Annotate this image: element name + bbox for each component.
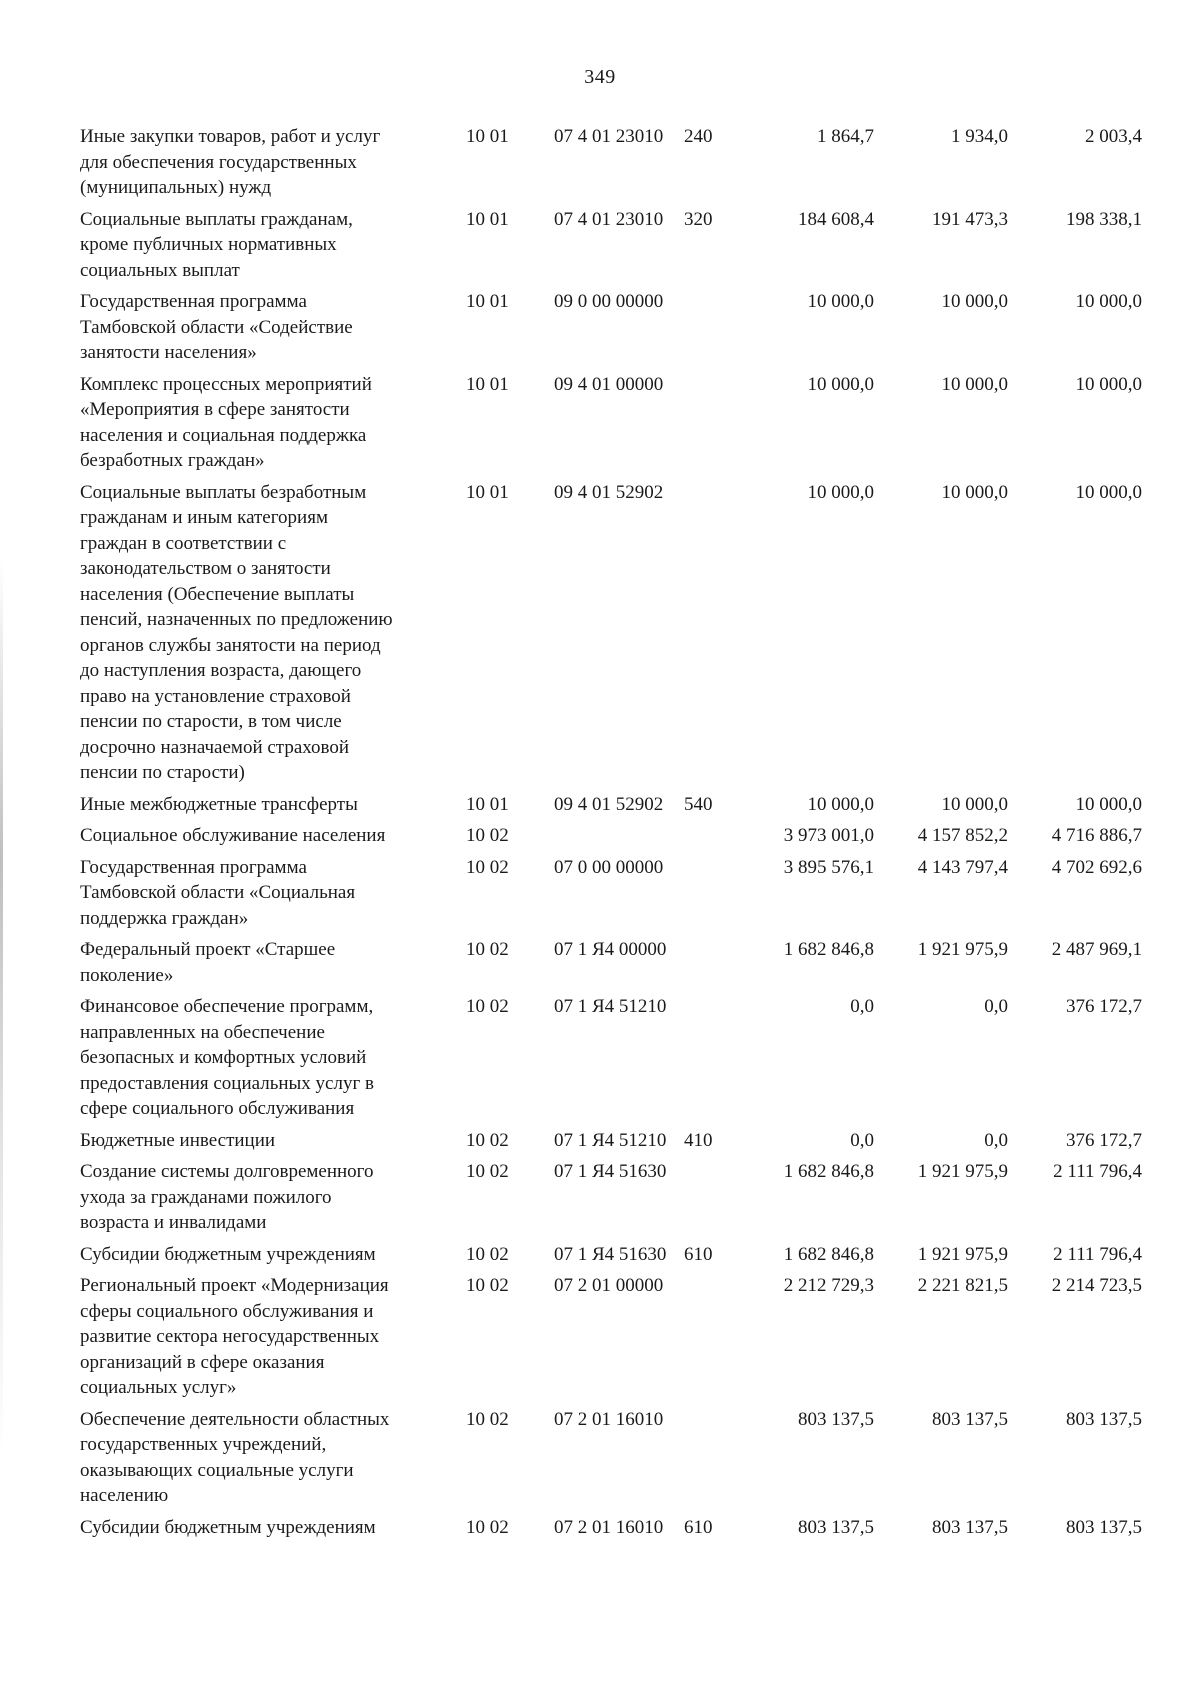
row-target-code: 09 0 00 00000 xyxy=(554,291,664,312)
table-row xyxy=(80,937,1166,988)
row-section-code: 10 01 xyxy=(466,126,509,147)
table-row xyxy=(80,792,1166,818)
row-value-year3: 198 338,1 xyxy=(1066,208,1142,230)
row-value-year2: 0,0 xyxy=(984,996,1008,1017)
row-name: Региональный проект «Модернизация сферы социального обслуживания и развитие сектора негосударственных организаций в сфере оказания социальных услуг» xyxy=(80,1275,389,1398)
row-value-year1: 0,0 xyxy=(850,996,874,1017)
row-value-year2: 1 934,0 xyxy=(951,126,1008,147)
row-section-code: 10 02 xyxy=(466,856,509,878)
row-section-code: 10 02 xyxy=(466,1129,509,1151)
row-expense-type: 610 xyxy=(684,1243,713,1265)
budget-table xyxy=(80,124,1166,1546)
row-name: Субсидии бюджетным учреждениям xyxy=(80,1243,376,1265)
row-value-year1: 184 608,4 xyxy=(798,208,874,230)
row-value-year3: 4 716 886,7 xyxy=(1051,825,1142,846)
row-name: Социальное обслуживание населения xyxy=(80,825,386,846)
row-value-year1: 10 000,0 xyxy=(807,291,874,312)
row-name: Создание системы долговременного ухода за гражданами пожилого возраста и инвалидами xyxy=(80,1161,374,1233)
row-name: Обеспечение деятельности областных государственных учреждений, оказывающих социальные услуги населению xyxy=(80,1408,390,1506)
row-value-year2: 4 157 852,2 xyxy=(917,825,1008,846)
row-target-code: 09 4 01 52902 xyxy=(554,481,664,503)
row-value-year2: 1 921 975,9 xyxy=(917,1243,1008,1265)
row-expense-type: 610 xyxy=(684,1516,713,1538)
row-expense-type: 320 xyxy=(684,208,713,230)
row-value-year3: 376 172,7 xyxy=(1066,1129,1142,1151)
row-value-year3: 2 487 969,1 xyxy=(1051,939,1142,960)
table-row xyxy=(80,124,1166,201)
row-section-code: 10 01 xyxy=(466,481,509,503)
row-target-code: 07 1 Я4 51630 xyxy=(554,1161,667,1182)
row-value-year3: 2 214 723,5 xyxy=(1051,1275,1142,1296)
row-value-year3: 376 172,7 xyxy=(1066,996,1142,1017)
row-value-year3: 803 137,5 xyxy=(1066,1408,1142,1430)
row-value-year3: 10 000,0 xyxy=(1075,291,1142,312)
table-row xyxy=(80,855,1166,932)
row-value-year1: 2 212 729,3 xyxy=(783,1275,874,1296)
row-target-code: 07 2 01 16010 xyxy=(554,1516,664,1538)
row-section-code: 10 02 xyxy=(466,939,509,960)
row-value-year2: 10 000,0 xyxy=(941,793,1008,815)
table-row xyxy=(80,480,1166,786)
row-value-year2: 4 143 797,4 xyxy=(917,856,1008,878)
row-value-year2: 0,0 xyxy=(984,1129,1008,1151)
row-value-year3: 10 000,0 xyxy=(1075,793,1142,815)
row-value-year2: 1 921 975,9 xyxy=(917,1161,1008,1182)
row-name: Социальные выплаты гражданам, кроме публичных нормативных социальных выплат xyxy=(80,208,353,281)
row-value-year1: 10 000,0 xyxy=(807,481,874,503)
row-value-year1: 803 137,5 xyxy=(798,1516,874,1538)
row-name: Государственная программа Тамбовской области «Содействие занятости населения» xyxy=(80,291,353,363)
table-row xyxy=(80,1128,1166,1154)
row-value-year2: 10 000,0 xyxy=(941,481,1008,503)
row-section-code: 10 02 xyxy=(466,1275,509,1296)
row-target-code: 09 4 01 00000 xyxy=(554,373,664,395)
row-value-year2: 10 000,0 xyxy=(941,291,1008,312)
row-target-code: 07 1 Я4 51630 xyxy=(554,1243,667,1265)
row-target-code: 07 0 00 00000 xyxy=(554,856,664,878)
row-value-year3: 2 003,4 xyxy=(1085,126,1142,147)
row-name: Федеральный проект «Старшее поколение» xyxy=(80,939,336,986)
row-value-year1: 803 137,5 xyxy=(798,1408,874,1430)
row-value-year1: 0,0 xyxy=(850,1129,874,1151)
row-value-year2: 803 137,5 xyxy=(932,1408,1008,1430)
page-number: 349 xyxy=(584,66,616,88)
row-target-code: 07 2 01 16010 xyxy=(554,1408,664,1430)
row-name: Социальные выплаты безработным гражданам и иным категориям граждан в соответствии с законодательством о занятости населения (Обеспечение выплаты пенсий, назначенных по предложению органов службы занятости на период до наступления возраста, дающего право на установление страховой пенсии по старости, в том числе досрочно назначаемой страховой пенсии по старости) xyxy=(80,481,393,783)
row-target-code: 07 4 01 23010 xyxy=(554,126,664,147)
row-value-year3: 803 137,5 xyxy=(1066,1516,1142,1538)
row-value-year2: 1 921 975,9 xyxy=(917,939,1008,960)
table-row xyxy=(80,1159,1166,1236)
row-value-year1: 10 000,0 xyxy=(807,793,874,815)
row-value-year2: 2 221 821,5 xyxy=(917,1275,1008,1296)
row-name: Государственная программа Тамбовской области «Социальная поддержка граждан» xyxy=(80,856,356,929)
row-value-year1: 1 682 846,8 xyxy=(783,1243,874,1265)
table-row xyxy=(80,372,1166,474)
row-value-year2: 191 473,3 xyxy=(932,208,1008,230)
row-value-year3: 4 702 692,6 xyxy=(1051,856,1142,878)
row-value-year3: 10 000,0 xyxy=(1075,481,1142,503)
row-name: Комплекс процессных мероприятий «Мероприятия в сфере занятости населения и социальная поддержка безработных граждан» xyxy=(80,373,372,471)
row-value-year1: 3 895 576,1 xyxy=(783,856,874,878)
row-target-code: 07 2 01 00000 xyxy=(554,1275,664,1296)
row-section-code: 10 02 xyxy=(466,1243,509,1265)
table-row xyxy=(80,289,1166,366)
row-target-code: 07 4 01 23010 xyxy=(554,208,664,230)
row-target-code: 09 4 01 52902 xyxy=(554,793,664,815)
row-section-code: 10 01 xyxy=(466,208,509,230)
row-value-year3: 2 111 796,4 xyxy=(1053,1243,1142,1265)
row-value-year1: 1 682 846,8 xyxy=(783,939,874,960)
table-row xyxy=(80,994,1166,1122)
table-row xyxy=(80,1407,1166,1509)
row-value-year2: 803 137,5 xyxy=(932,1516,1008,1538)
row-section-code: 10 02 xyxy=(466,1516,509,1538)
table-row xyxy=(80,1242,1166,1268)
row-target-code: 07 1 Я4 00000 xyxy=(554,939,667,960)
row-section-code: 10 02 xyxy=(466,825,509,846)
table-row xyxy=(80,823,1166,849)
row-value-year1: 1 864,7 xyxy=(817,126,874,147)
row-name: Бюджетные инвестиции xyxy=(80,1129,276,1151)
table-row xyxy=(80,1273,1166,1401)
row-name: Иные закупки товаров, работ и услуг для обеспечения государственных (муниципальных) нужд xyxy=(80,126,381,198)
row-value-year3: 2 111 796,4 xyxy=(1053,1161,1142,1182)
row-expense-type: 410 xyxy=(684,1129,713,1151)
row-expense-type: 240 xyxy=(684,126,713,147)
row-value-year2: 10 000,0 xyxy=(941,373,1008,395)
row-value-year1: 3 973 001,0 xyxy=(783,825,874,846)
row-section-code: 10 02 xyxy=(466,996,509,1017)
scan-edge-shadow xyxy=(0,560,3,1460)
row-expense-type: 540 xyxy=(684,793,713,815)
row-value-year3: 10 000,0 xyxy=(1075,373,1142,395)
row-value-year1: 1 682 846,8 xyxy=(783,1161,874,1182)
row-name: Финансовое обеспечение программ, направленных на обеспечение безопасных и комфортных условий предоставления социальных услуг в сфере социального обслуживания xyxy=(80,996,374,1119)
row-section-code: 10 01 xyxy=(466,373,509,395)
row-target-code: 07 1 Я4 51210 xyxy=(554,996,667,1017)
table-row xyxy=(80,1515,1166,1541)
row-name: Субсидии бюджетным учреждениям xyxy=(80,1516,376,1538)
row-section-code: 10 02 xyxy=(466,1408,509,1430)
row-name: Иные межбюджетные трансферты xyxy=(80,793,358,815)
row-section-code: 10 02 xyxy=(466,1161,509,1182)
row-target-code: 07 1 Я4 51210 xyxy=(554,1129,667,1151)
table-row xyxy=(80,207,1166,284)
row-section-code: 10 01 xyxy=(466,793,509,815)
row-value-year1: 10 000,0 xyxy=(807,373,874,395)
row-section-code: 10 01 xyxy=(466,291,509,312)
